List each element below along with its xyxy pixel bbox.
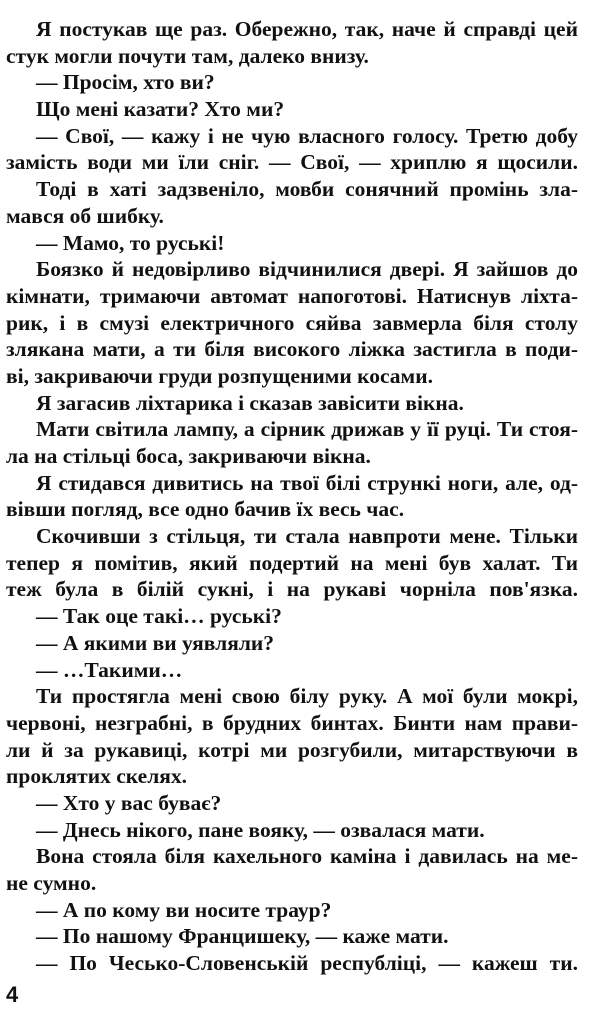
text-line: — Так оце такі… руські?	[36, 604, 282, 629]
text-line: — А по кому ви носите траур?	[36, 897, 332, 922]
text-line: Я стидався дивитись на твої білі стрункі ноги, але, од-	[36, 470, 578, 495]
text-line: мався об шибку.	[6, 203, 164, 228]
text-line: ли й за рукавиці, котрі ми розгубили, митарствуючи в	[6, 737, 578, 762]
text-line: Ти простягла мені свою білу руку. А мої були мокрі,	[36, 684, 578, 709]
text-line: Мати світила лампу, а сірник дрижав у її руці. Ти стоя-	[36, 417, 578, 442]
text-line: ла на стільці боса, закриваючи вікна.	[6, 444, 371, 468]
text-line: червоні, незграбні, в брудних бинтах. Бинти нам прави-	[6, 710, 578, 735]
text-line: — По нашому Францишеку, — каже мати.	[36, 924, 449, 949]
text-line: злякана мати, а ти біля високого ліжка застигла в поди-	[6, 337, 578, 362]
text-line: — Просім, хто ви?	[36, 70, 215, 95]
text-line: — …Такими…	[36, 657, 183, 682]
text-line: замість води ми їли сніг. — Свої, — хриплю я щосили.	[6, 150, 578, 175]
text-line: тепер я помітив, який подертий на мені був халат. Ти	[6, 550, 578, 575]
text-line: — Днесь нікого, пане вояку, — озвалася мати.	[36, 817, 485, 842]
text-line: Скочивши з стільця, ти стала навпроти мене. Тільки	[36, 524, 578, 549]
text-line: вівши погляд, все одно бачив їх весь час.	[6, 497, 405, 522]
text-line: — Мамо, то руські!	[36, 230, 225, 255]
text-line: — Хто у вас буває?	[36, 790, 222, 815]
page-number: 4	[6, 982, 19, 1007]
text-line: Я постукав ще раз. Обережно, так, наче й справді цей	[36, 17, 578, 41]
text-line: — По Чесько-Словенській республіці, — кажеш ти.	[36, 951, 578, 976]
text-line: Я загасив ліхтарика і сказав завісити вікна.	[36, 390, 464, 415]
text-line: стук могли почути там, далеко внизу.	[6, 43, 369, 68]
text-line: рик, і в смузі електричного сяйва завмерла біля столу	[6, 310, 578, 335]
text-line: не сумно.	[6, 871, 97, 895]
text-line: — Свої, — кажу і не чую власного голосу. Третю добу	[36, 123, 578, 148]
text-line: кімнати, тримаючи автомат напоготові. Натиснув ліхта-	[6, 283, 578, 308]
text-line: Тоді в хаті задзвеніло, мовби сонячний промінь зла-	[36, 177, 578, 202]
body-text	[6, 16, 578, 977]
text-line: Що мені казати? Хто ми?	[36, 97, 285, 122]
text-line: проклятих скелях.	[6, 764, 188, 789]
text-line: ві, закриваючи груди розпущеними косами.	[6, 363, 433, 388]
text-line: Боязко й недовірливо відчинилися двері. Я зайшов до	[36, 257, 578, 282]
text-line: — А якими ви уявляли?	[36, 630, 275, 655]
text-line: теж була в білій сукні, і на рукаві чорніла пов'язка.	[6, 577, 578, 602]
text-line: Вона стояла біля кахельного каміна і давилась на ме-	[36, 844, 578, 869]
